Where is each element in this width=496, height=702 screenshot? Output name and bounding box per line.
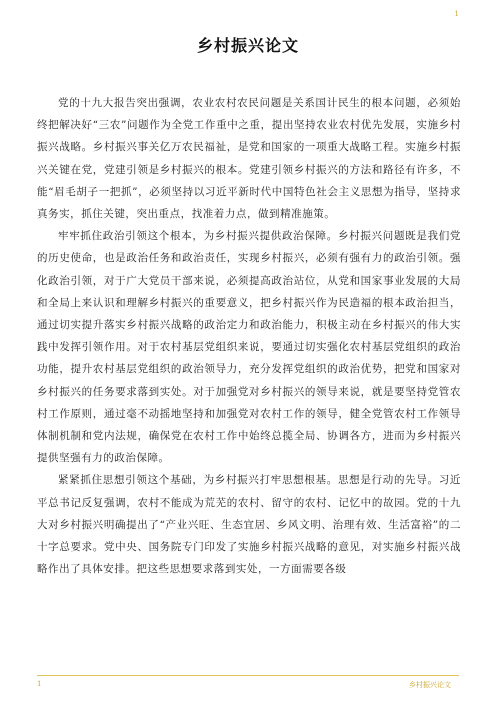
footer-divider	[37, 675, 459, 676]
paragraph: 牢牢抓住政治引领这个根本，为乡村振兴提供政治保障。乡村振兴问题既是我们党的历史使命，也是政治任务和政治责任，实现乡村振兴，必须有强有力的政治引领。强化政治引领，对于广大党员干部来说，必须提高政治站位，从党和国家事业发展的大局和全局上来认识和理解乡村振兴的重要意义，把乡村振兴作为民造福的根本政治担当，通过切实提升落实乡村振兴战略的政治定力和政治能力，积极主动在乡村振兴的伟大实践中发挥引领作用。对于农村基层党组织来说，要通过切实强化农村基层党组织的政治功能，提升农村基层党组织的政治领导力，充分发挥党组织的政治优势，把党和国家对乡村振兴的任务要求落到实处。对于加强党对乡村振兴的领导来说，就是要坚持党管农村工作原则，通过毫不动摇地坚持和加强党对农村工作的领导，健全党管农村工作领导体制机制和党内法规，确保党在农村工作中始终总揽全局、协调各方，进而为乡村振兴提供坚强有力的政治保障。	[37, 230, 461, 465]
paragraph: 党的十九大报告突出强调，农业农村农民问题是关系国计民生的根本问题，必须始终把解决好“三农”问题作为全党工作重中之重，提出坚持农业农村优先发展，实施乡村振兴战略。乡村振兴事关亿万农民福祉，是党和国家的一项重大战略工程。实施乡村振兴关键在党，党建引领是乡村振兴的根本。党建引领乡村振兴的方法和路径有许多，不能“眉毛胡子一把抓”，必须坚持以习近平新时代中国特色社会主义思想为指导，坚持求真务实，抓住关键，突出重点，找准着力点，做到精准施策。	[37, 97, 461, 221]
paragraph: 紧紧抓住思想引领这个基础，为乡村振兴打牢思想根基。思想是行动的先导。习近平总书记反复强调，农村不能成为荒芜的农村、留守的农村、记忆中的故园。党的十九大对乡村振兴明确提出了“产业兴旺、生态宜居、乡风文明、治理有效、生活富裕”的二十字总要求。党中央、国务院专门印发了实施乡村振兴战略的意见，对实施乡村振兴战略作出了具体安排。把这些思想要求落到实处，一方面需要各级	[37, 474, 461, 576]
footer-page-number: 1	[37, 680, 42, 688]
document-body	[37, 92, 461, 580]
document-title: 乡村振兴论文	[196, 36, 299, 55]
footer-doc-title: 乡村振兴论文	[409, 681, 451, 689]
header-page-number: 1	[454, 10, 459, 18]
